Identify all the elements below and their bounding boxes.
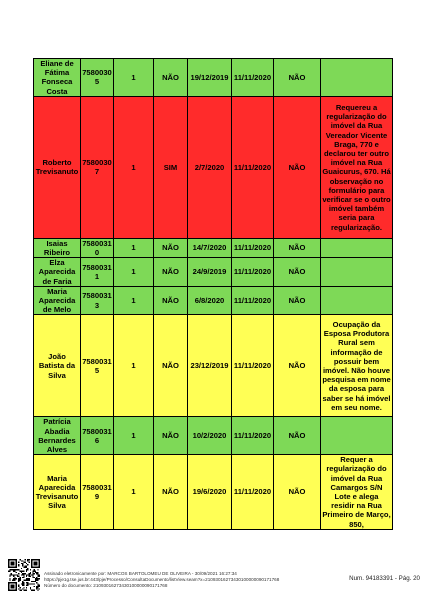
cell-qty: 1	[114, 238, 154, 257]
cell-name: Maria Aparecida Trevisanuto Silva	[34, 455, 81, 530]
cell-code: 75800313	[81, 286, 114, 315]
cell-status: NÃO	[274, 417, 321, 455]
cell-date1: 14/7/2020	[188, 238, 232, 257]
cell-status: NÃO	[274, 286, 321, 315]
signature-block	[44, 571, 344, 590]
table-row	[34, 59, 393, 97]
cell-name: João Batista da Silva	[34, 315, 81, 417]
cell-date2: 11/11/2020	[232, 59, 274, 97]
cell-status: NÃO	[274, 455, 321, 530]
cell-status: NÃO	[274, 258, 321, 287]
cell-status: NÃO	[274, 238, 321, 257]
cell-name: Maria Aparecida de Melo	[34, 286, 81, 315]
table-row	[34, 286, 393, 315]
table-row	[34, 455, 393, 530]
cell-date2: 11/11/2020	[232, 417, 274, 455]
cell-obs: Requereu a regularização do imóvel da Rua Vereador Vicente Braga, 770 e declarou ter outro imóvel na Rua Guaicurus, 670. Há observação no formulário para verificar se o outro imóvel também seria para regularização.	[321, 96, 393, 238]
cell-status: NÃO	[274, 59, 321, 97]
cell-qty: 1	[114, 417, 154, 455]
cell-date2: 11/11/2020	[232, 96, 274, 238]
cell-flag: NÃO	[154, 455, 188, 530]
cell-date1: 2/7/2020	[188, 96, 232, 238]
cell-name: Elza Aparecida de Faria	[34, 258, 81, 287]
document-url[interactable]: https://pje1g.tse.jus.br:443/pje/Processo/ConsultaDocumento/listView.seam?x=21093016273430100000090171768	[44, 577, 280, 583]
cell-date2: 11/11/2020	[232, 238, 274, 257]
cell-date1: 24/9/2019	[188, 258, 232, 287]
table-row	[34, 238, 393, 257]
cell-code: 75800319	[81, 455, 114, 530]
cell-flag: NÃO	[154, 238, 188, 257]
table-row	[34, 417, 393, 455]
cell-date2: 11/11/2020	[232, 315, 274, 417]
cell-code: 75800311	[81, 258, 114, 287]
cell-flag: NÃO	[154, 59, 188, 97]
cell-flag: SIM	[154, 96, 188, 238]
cell-date2: 11/11/2020	[232, 258, 274, 287]
qr-code-icon	[8, 559, 40, 591]
cell-name: Patrícia Abadia Bernardes Alves	[34, 417, 81, 455]
cell-status: NÃO	[274, 315, 321, 417]
cell-obs	[321, 59, 393, 97]
cell-flag: NÃO	[154, 258, 188, 287]
table-row	[34, 96, 393, 238]
cell-date2: 11/11/2020	[232, 286, 274, 315]
cell-flag: NÃO	[154, 286, 188, 315]
document-number: Número do documento: 21093016273430100000090171768	[44, 583, 168, 589]
cell-name: Eliane de Fátima Fonseca Costa	[34, 59, 81, 97]
records-table	[33, 58, 393, 530]
cell-code: 75800305	[81, 59, 114, 97]
page-footer	[0, 557, 424, 600]
cell-obs	[321, 258, 393, 287]
cell-name: Isaias Ribeiro	[34, 238, 81, 257]
cell-code: 75800315	[81, 315, 114, 417]
cell-date1: 23/12/2019	[188, 315, 232, 417]
table-row	[34, 315, 393, 417]
cell-date1: 10/2/2020	[188, 417, 232, 455]
cell-status: NÃO	[274, 96, 321, 238]
cell-obs: Ocupação da Esposa Produtora Rural sem informação de possuir bem imóvel. Não houve pesquisa em nome da esposa para saber se há imóvel em seu nome.	[321, 315, 393, 417]
cell-flag: NÃO	[154, 417, 188, 455]
signed-by-text: Assinado eletronicamente por: MARCOS BARTOLOMEU DE OLIVEIRA - 30/09/2021 16:27:34	[44, 571, 237, 576]
cell-flag: NÃO	[154, 315, 188, 417]
page-number: Num. 94183391 - Pág. 20	[349, 575, 420, 582]
cell-date1: 19/12/2019	[188, 59, 232, 97]
cell-date1: 6/8/2020	[188, 286, 232, 315]
cell-qty: 1	[114, 258, 154, 287]
cell-qty: 1	[114, 96, 154, 238]
table-row	[34, 258, 393, 287]
cell-obs	[321, 238, 393, 257]
cell-date1: 19/6/2020	[188, 455, 232, 530]
cell-qty: 1	[114, 59, 154, 97]
cell-obs	[321, 286, 393, 315]
cell-qty: 1	[114, 286, 154, 315]
cell-date2: 11/11/2020	[232, 455, 274, 530]
cell-code: 75800307	[81, 96, 114, 238]
cell-qty: 1	[114, 455, 154, 530]
cell-obs	[321, 417, 393, 455]
cell-qty: 1	[114, 315, 154, 417]
cell-code: 75800316	[81, 417, 114, 455]
cell-name: Roberto Trevisanuto	[34, 96, 81, 238]
cell-obs: Requer a regularização do imóvel da Rua Camargos S/N Lote e alega residir na Rua Primeiro de Março, 850,	[322, 455, 391, 529]
cell-code: 75800310	[82, 238, 112, 258]
